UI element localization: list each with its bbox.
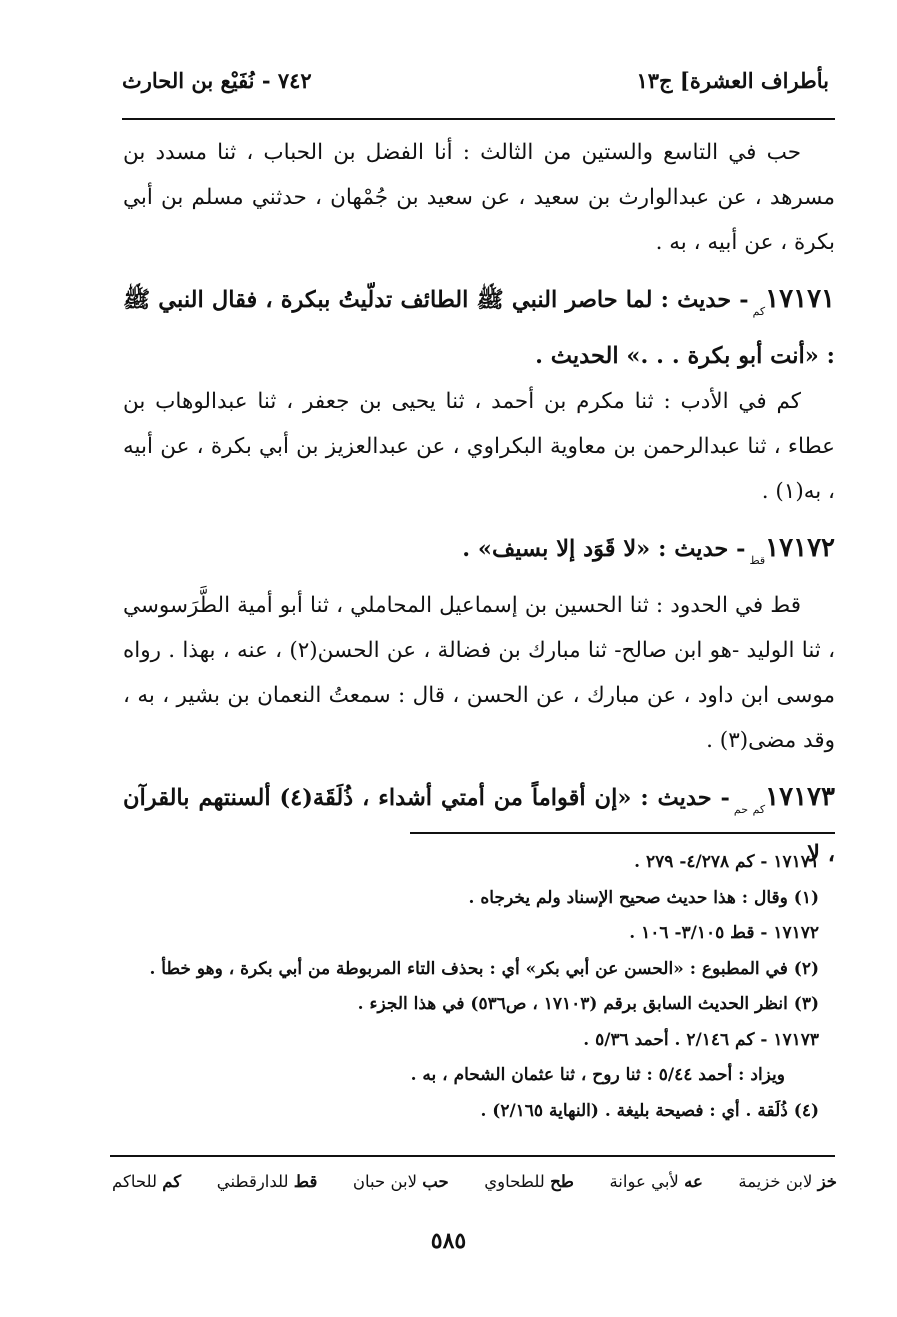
- legend-item: خز لابن خزيمة: [738, 1172, 837, 1191]
- paragraph: كم في الأدب : ثنا مكرم بن أحمد ، ثنا يحيى بن جعفر ، ثنا عبدالوهاب بن عطاء ، ثنا عبدالرحمن بن معاوية البكراوي ، عن عبدالعزيز بن أبي بكرة ، عن أبيه ، به(١) .: [123, 389, 835, 504]
- running-header-volume: بأطراف العشرة] ج١٣: [636, 68, 829, 93]
- header-divider: [122, 118, 835, 120]
- entry-number: ١٧١٧٢: [765, 533, 835, 563]
- abbreviation-legend: [112, 1172, 837, 1191]
- entry-number: ١٧١٧١: [765, 284, 835, 314]
- footnote-divider: [410, 832, 835, 834]
- legend-item: طح للطحاوي: [484, 1172, 574, 1191]
- footnote-line: (٣) انظر الحديث السابق برقم (١٧١٠٣ ، ص٥٣٦) في هذا الجزء .: [357, 994, 819, 1014]
- legend-item: حب لابن حبان: [352, 1172, 449, 1191]
- entry-text: - حديث : «إن أقواماً من أمتي أشداء ، ذُلَقَة(٤) ألسنتهم بالقرآن ، لا: [123, 785, 835, 867]
- source-siglum: كم حم: [733, 803, 766, 816]
- main-text: [123, 130, 835, 877]
- legend-item: قط للدارقطني: [216, 1172, 318, 1191]
- hadith-entry: [123, 526, 835, 583]
- footnote-line: ويزاد : أحمد ٥/٤٤ : ثنا روح ، ثنا عثمان الشحام ، به .: [410, 1065, 785, 1085]
- entry-text: - حديث : لما حاصر النبي ﷺ الطائف تدلّيتُ ببكرة ، فقال النبي ﷺ : «أنت أبو بكرة . . .» الحديث .: [123, 287, 835, 369]
- entry-number: ١٧١٧٣: [765, 782, 835, 812]
- entry-text: - حديث : «لا قَوَد إلا بسيف» .: [462, 536, 746, 562]
- running-header-entry: ٧٤٢ - نُفَيْع بن الحارث: [122, 68, 312, 93]
- legend-item: كم للحاكم: [112, 1172, 182, 1191]
- hadith-entry: [123, 277, 835, 379]
- footnote-line: ١٧١٧٢ - قط ٣/١٠٥- ١٠٦ .: [629, 923, 819, 943]
- footnote-line: (٤) ذُلَقة . أي : فصيحة بليغة . (النهاية ٢/١٦٥) .: [480, 1100, 819, 1121]
- footnote-line: ١٧١٧١ - كم ٤/٢٧٨- ٢٧٩ .: [634, 852, 819, 872]
- page-number: ٥٨٥: [430, 1228, 467, 1254]
- footnote-line: (٢) في المطبوع : «الحسن عن أبي بكر» أي : بحذف التاء المربوطة من أبي بكرة ، وهو خطأ .: [149, 958, 819, 979]
- legend-divider: [110, 1155, 835, 1157]
- paragraph: حب في التاسع والستين من الثالث : أنا الفضل بن الحباب ، ثنا مسدد بن مسرهد ، عن عبدالوارث بن سعيد ، عن سعيد بن جُمْهان ، حدثني مسلم بن أبي بكرة ، عن أبيه ، به .: [123, 140, 835, 255]
- source-siglum: قط: [749, 554, 766, 567]
- footnote-line: (١) وقال : هذا حديث صحيح الإسناد ولم يخرجاه .: [468, 887, 819, 908]
- legend-item: عه لأبي عوانة: [609, 1172, 703, 1191]
- footnote-line: ١٧١٧٣ - كم ٢/١٤٦ . أحمد ٥/٣٦ .: [583, 1029, 819, 1050]
- footnotes: [99, 845, 819, 1129]
- source-siglum: كم: [752, 305, 766, 318]
- paragraph: قط في الحدود : ثنا الحسين بن إسماعيل المحاملي ، ثنا أبو أمية الطَّرَسوسي ، ثنا الوليد -هو ابن صالح- ثنا مبارك بن فضالة ، عن الحسن(٢) ، عنه ، بهذا . رواه موسى ابن داود ، عن مبارك ، عن الحسن ، قال : سمعتُ النعمان بن بشير ، به ، وقد مضى(٣) .: [123, 593, 836, 753]
